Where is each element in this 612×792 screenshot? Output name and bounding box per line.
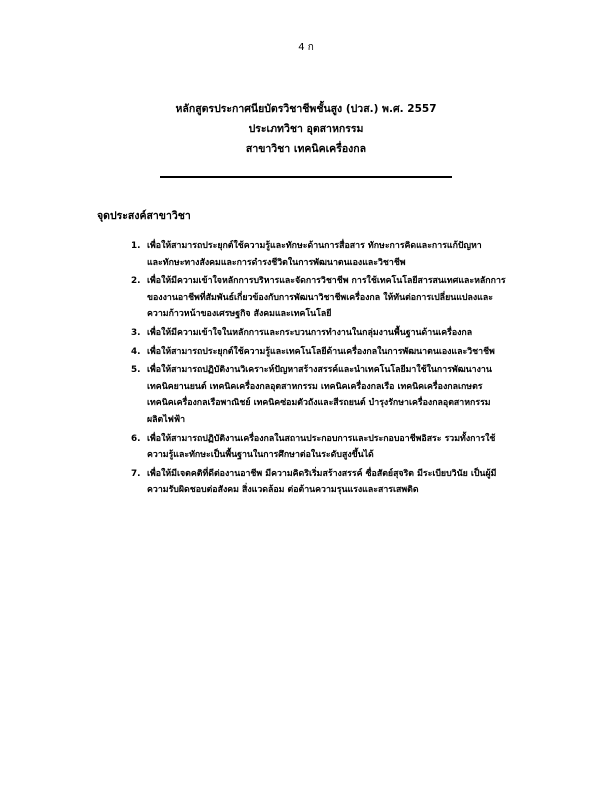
program-type: ประเภทวิชา อุตสาหกรรม [248, 123, 364, 135]
objective-text-line: เพื่อให้สามารถปฏิบัติงานวิเคราะห์ปัญหาสร้างสรรค์และนำเทคโนโลยีมาใช้ในการพัฒนางาน [147, 365, 492, 376]
program-field: สาขาวิชา เทคนิคเครื่องกล [245, 143, 367, 155]
objective-text-line: เพื่อให้สามารถปฏิบัติงานเครื่องกลในสถานประกอบการและประกอบอาชีพอิสระ รวมทั้งการใช้ [147, 433, 496, 444]
objective-number: 7. [131, 468, 141, 479]
objective-text-line: เทคนิคยานยนต์ เทคนิคเครื่องกลอุตสาหกรรม เทคนิคเครื่องกลเรือ เทคนิคเครื่องกลเกษตร [147, 381, 483, 392]
objective-number: 6. [131, 433, 141, 444]
objective-item [131, 344, 523, 361]
curriculum-title: หลักสูตรประกาศนียบัตรวิชาชีพชั้นสูง (ปวส.) พ.ศ. 2557 [175, 103, 437, 115]
objective-number: 1. [131, 241, 141, 251]
objective-item [131, 362, 523, 428]
section-heading: จุดประสงค์สาขาวิชา [97, 210, 191, 222]
objective-number: 5. [131, 365, 141, 376]
objective-text-line: เทคนิคเครื่องกลเรือพาณิชย์ เทคนิคซ่อมตัวถังและสีรถยนต์ บำรุงรักษาเครื่องกลอุตสาหกรรม [147, 398, 491, 409]
page-number: 4 ก [298, 42, 314, 53]
objective-text-line: เพื่อให้มีความเข้าใจในหลักการและกระบวนการทำงานในกลุ่มงานพื้นฐานด้านเครื่องกล [147, 327, 473, 338]
document-header [0, 99, 612, 159]
objective-item [131, 466, 523, 499]
objective-item [131, 325, 523, 342]
objective-text-line: เพื่อให้มีความเข้าใจหลักการบริหารและจัดการวิชาชีพ การใช้เทคโนโลยีสารสนเทศและหลักการ [147, 276, 506, 287]
objective-text-line: เพื่อให้มีเจตคติที่ดีต่องานอาชีพ มีความคิดริเริ่มสร้างสรรค์ ซื่อสัตย์สุจริต มีระเบียบวินัย เป็นผู้มี [147, 468, 497, 479]
objective-text-line: ความก้าวหน้าของเศรษฐกิจ สังคมและเทคโนโลยี [147, 309, 332, 320]
objective-item [131, 238, 523, 271]
objective-item [131, 431, 523, 464]
objective-number: 2. [131, 276, 141, 287]
objectives-list [131, 238, 523, 501]
objective-text-line: เพื่อให้สามารถประยุกต์ใช้ความรู้และทักษะด้านการสื่อสาร ทักษะการคิดและการแก้ปัญหา [147, 241, 482, 251]
objective-number: 3. [131, 327, 141, 338]
objective-text-line: เพื่อให้สามารถประยุกต์ใช้ความรู้และเทคโนโลยีด้านเครื่องกลในการพัฒนาตนเองและวิชาชีพ [147, 346, 495, 357]
objective-text-line: ความรับผิดชอบต่อสังคม สิ่งแวดล้อม ต่อต้านความรุนแรงและสารเสพติด [147, 485, 419, 496]
header-divider [160, 176, 452, 178]
objective-number: 4. [131, 346, 141, 357]
objective-text-line: ผลิตไฟฟ้า [147, 414, 186, 425]
objective-text-line: ความรู้และทักษะเป็นพื้นฐานในการศึกษาต่อในระดับสูงขึ้นได้ [147, 450, 374, 461]
objective-item [131, 273, 523, 323]
objective-text-line: และทักษะทางสังคมและการดำรงชีวิตในการพัฒนาตนเองและวิชาชีพ [147, 257, 406, 268]
objective-text-line: ของงานอาชีพที่สัมพันธ์เกี่ยวข้องกับการพัฒนาวิชาชีพเครื่องกล ให้ทันต่อการเปลี่ยนแปลงและ [147, 292, 493, 303]
